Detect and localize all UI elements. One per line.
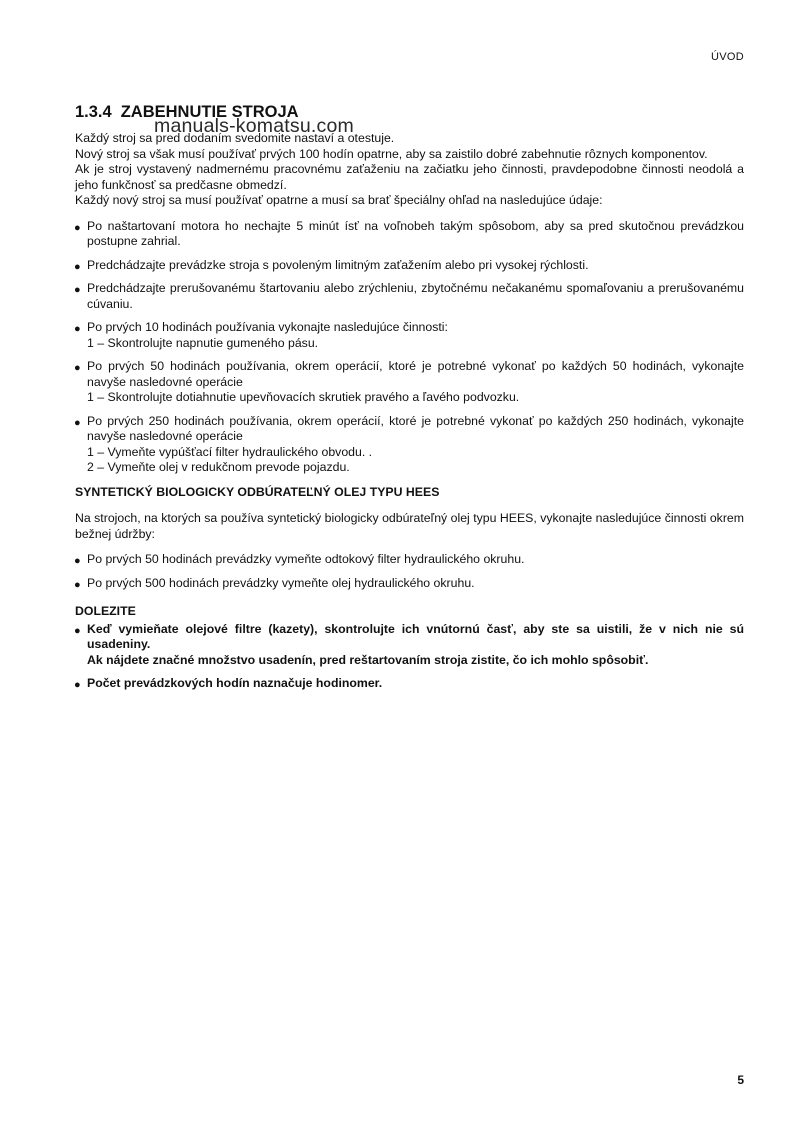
break-in-list xyxy=(75,219,744,476)
list-item xyxy=(75,552,744,568)
list-item xyxy=(75,676,744,692)
sub-step: 1 – Skontrolujte napnutie gumeného pásu. xyxy=(87,335,319,350)
bullet-icon: ● xyxy=(74,260,81,273)
list-item-text: Keď vymieňate olejové filtre (kazety), skontrolujte ich vnútornú časť, aby ste sa uistili, že v nich nie sú usadeniny. xyxy=(87,621,744,651)
list-item xyxy=(75,281,744,312)
list-item-text: Po prvých 10 hodinách používania vykonajte nasledujúce činnosti: xyxy=(87,320,448,334)
page-number: 5 xyxy=(737,1073,744,1087)
intro-paragraphs xyxy=(75,131,744,209)
list-item-text: Po prvých 50 hodinách prevádzky vymeňte odtokový filter hydraulického okruhu. xyxy=(87,552,525,566)
list-item xyxy=(75,414,744,476)
section-number: 1.3.4 xyxy=(75,103,112,121)
hees-heading: SYNTETICKÝ BIOLOGICKY ODBÚRATEĽNÝ OLEJ TYPU HEES xyxy=(75,484,440,499)
sub-step: 1 – Vymeňte vypúšťací filter hydraulického obvodu. . xyxy=(87,444,373,459)
list-item-text: Po prvých 250 hodinách používania, okrem operácií, ktoré je potrebné vykonať po každých 250 hodinách, vykonajte navyše nasledovné operácie xyxy=(87,413,744,443)
list-item xyxy=(75,258,744,274)
list-item xyxy=(75,576,744,592)
sub-step: 1 – Skontrolujte dotiahnutie upevňovacích skrutiek pravého a ľavého podvozku. xyxy=(87,390,520,404)
section-title-text: ZABEHNUTIE STROJA xyxy=(120,103,299,121)
list-item-text: Po prvých 50 hodinách používania, okrem operácií, ktoré je potrebné vykonať po každých 50 hodinách, vykonajte navyše nasledovné operácie xyxy=(87,359,744,389)
bullet-icon: ● xyxy=(74,323,81,335)
page-content xyxy=(75,102,744,700)
intro-paragraph: Každý nový stroj sa musí používať opatrne a musí sa brať špeciálny ohľad na nasledujúce údaje: xyxy=(75,193,603,207)
list-item-text: Predchádzajte prerušovanému štartovaniu alebo zrýchleniu, zbytočnému nečakanému spomaľovaniu a prerušovanému cúvaniu. xyxy=(87,281,744,311)
important-heading: DOLEZITE xyxy=(75,604,136,618)
intro-paragraph: Nový stroj sa však musí používať prvých 100 hodín opatrne, aby sa zaistilo dobré zabehnutie rôznych komponentov. xyxy=(75,146,708,161)
bullet-icon: ● xyxy=(74,362,81,374)
sub-note: Ak nájdete značné množstvo usadenín, pred reštartovaním stroja zistite, čo ich mohlo spôsobiť. xyxy=(87,652,649,667)
hees-list xyxy=(75,552,744,591)
list-item xyxy=(75,219,744,250)
sub-step: 2 – Vymeňte olej v redukčnom prevode pojazdu. xyxy=(87,460,350,474)
bullet-icon: ● xyxy=(74,221,81,234)
list-item xyxy=(75,622,744,669)
list-item-text: Po prvých 500 hodinách prevádzky vymeňte olej hydraulického okruhu. xyxy=(87,575,475,590)
bullet-icon: ● xyxy=(74,578,81,591)
intro-paragraph: Každý stroj sa pred dodaním svedomite nastaví a otestuje. xyxy=(75,131,395,145)
bullet-icon: ● xyxy=(74,416,81,429)
list-item xyxy=(75,320,744,351)
bullet-icon: ● xyxy=(74,679,81,691)
bullet-icon: ● xyxy=(74,555,81,567)
list-item-text: Počet prevádzkových hodín naznačuje hodinomer. xyxy=(87,676,383,690)
important-list xyxy=(75,622,744,692)
watermark: manuals-komatsu.com xyxy=(154,115,354,137)
running-header: ÚVOD xyxy=(711,51,744,63)
list-item-text: Po naštartovaní motora ho nechajte 5 minút ísť na voľnobeh takým spôsobom, aby sa pred skutočnou prevádzkou postupne zahrial. xyxy=(87,218,744,248)
intro-paragraph: Ak je stroj vystavený nadmernému pracovnému zaťaženiu na začiatku jeho činnosti, pravdepodobne činnosti neodolá a jeho funkčnosť sa predčasne obmedzí. xyxy=(75,162,744,192)
list-item xyxy=(75,359,744,406)
bullet-icon: ● xyxy=(74,284,81,296)
hees-paragraph: Na strojoch, na ktorých sa používa syntetický biologicky odbúrateľný olej typu HEES, vykonajte nasledujúce činnosti okrem bežnej údržby: xyxy=(75,511,744,541)
bullet-icon: ● xyxy=(74,624,81,637)
list-item-text: Predchádzajte prevádzke stroja s povoleným limitným zaťažením alebo pri vysokej rýchlosti. xyxy=(87,257,589,272)
